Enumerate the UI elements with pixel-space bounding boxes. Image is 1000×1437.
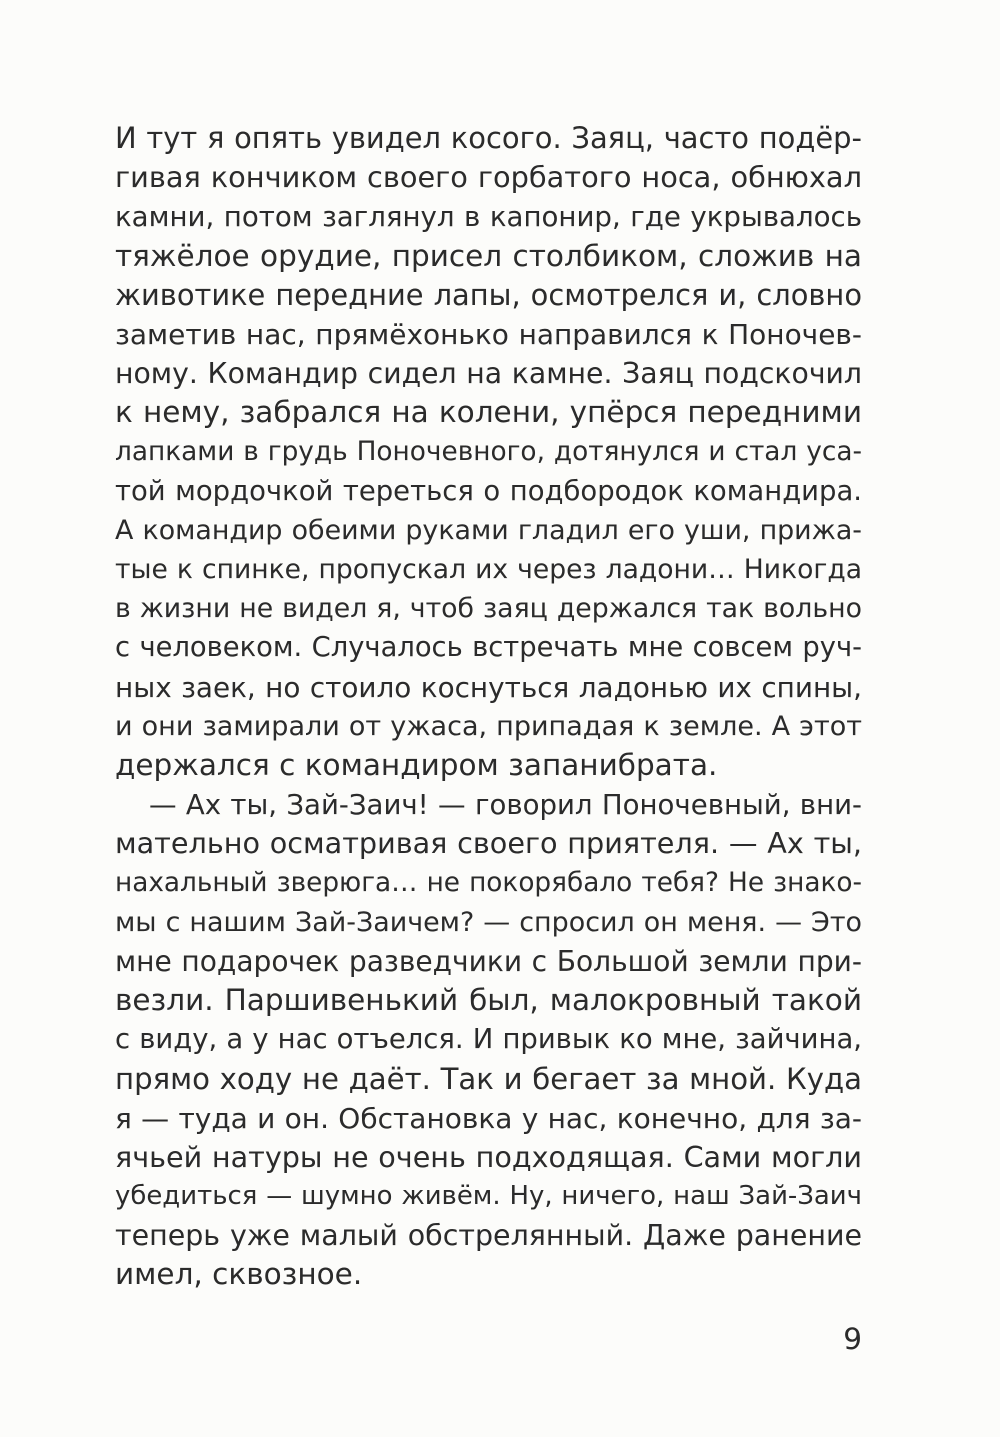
text-line: имел, сквозное. <box>115 1257 363 1292</box>
text-line: ных заек, но стоило коснуться ладонью их спины, <box>115 670 862 704</box>
text-line: мне подарочек разведчики с Большой земли при- <box>115 944 862 978</box>
body-text <box>115 119 862 1295</box>
text-line: везли. Паршивенький был, малокровный такой <box>115 983 862 1018</box>
text-line: держался с командиром запанибрата. <box>115 748 718 782</box>
text-line: теперь уже малый обстрелянный. Даже ранение <box>115 1219 862 1253</box>
text-line: гивая кончиком своего горбатого носа, обнюхал <box>115 160 862 195</box>
text-line: той мордочкой тереться о подбородок командира. <box>115 475 862 507</box>
text-line: И тут я опять увидел косого. Заяц, часто подёр- <box>115 121 862 155</box>
text-line: я — туда и он. Обстановка у нас, конечно, для за- <box>115 1101 862 1135</box>
text-line: с виду, а у нас отъелся. И привык ко мне, зайчина, <box>115 1024 862 1056</box>
text-line: ячьей натуры не очень подходящая. Сами могли <box>115 1139 862 1174</box>
text-line: тяжёлое орудие, присел столбиком, сложив на <box>115 238 862 273</box>
text-line: ному. Командир сидел на камне. Заяц подскочил <box>115 357 862 391</box>
page-number: 9 <box>843 1322 862 1356</box>
text-line: мы с нашим Зай-Заичем? — спросил он меня. — Это <box>115 906 862 938</box>
text-line: животике передние лапы, осмотрелся и, словно <box>115 277 862 312</box>
text-line: прямо ходу не даёт. Так и бегает за мной. Куда <box>115 1061 862 1096</box>
text-line: к нему, забрался на колени, упёрся передними <box>115 395 862 430</box>
text-line: — Ах ты, Зай-Заич! — говорил Поночевный, вни- <box>149 788 862 822</box>
text-line: в жизни не видел я, чтоб заяц держался так вольно <box>115 593 862 625</box>
paragraph-1 <box>115 119 862 785</box>
text-line: камни, потом заглянул в капонир, где укрывалось <box>115 200 862 234</box>
paragraph-2 <box>115 785 862 1294</box>
text-line: лапками в грудь Поночевного, дотянулся и стал уса- <box>115 436 862 467</box>
text-line: нахальный зверюга… не покорябало тебя? Не знако- <box>115 867 862 898</box>
text-line: А командир обеими руками гладил его уши, прижа- <box>115 514 862 546</box>
text-line: убедиться — шумно живём. Ну, ничего, наш Зай-Заич <box>115 1181 862 1212</box>
text-line: и они замирали от ужаса, припадая к земле. А этот <box>115 710 862 742</box>
text-line: заметив нас, прямёхонько направился к Поночев- <box>115 317 862 351</box>
text-line: с человеком. Случалось встречать мне совсем руч- <box>115 632 862 664</box>
text-line: тые к спинке, пропускал их через ладони… Никогда <box>115 554 862 586</box>
text-line: мательно осматривая своего приятеля. — Ах ты, <box>115 826 862 861</box>
